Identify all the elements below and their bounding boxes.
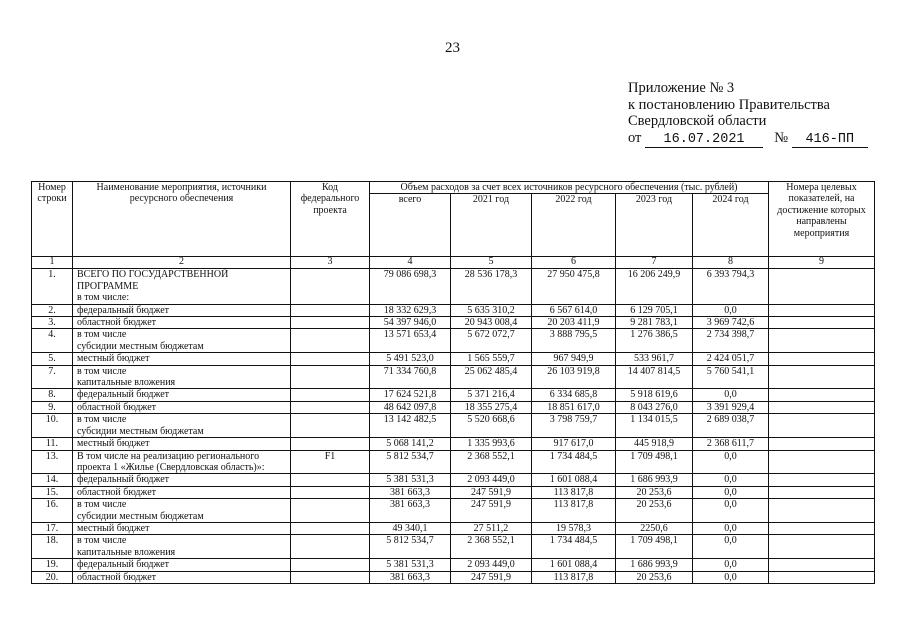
row-total-cell: 48 642 097,8	[370, 401, 451, 413]
row-2024-cell: 0,0	[693, 499, 769, 523]
table-row	[32, 304, 875, 316]
header-targets: Номера целевых показателей, на достижение которых направлены мероприятия	[769, 182, 875, 257]
row-2024-cell: 5 760 541,1	[693, 365, 769, 389]
table-row	[32, 438, 875, 450]
row-code-cell	[291, 414, 370, 438]
row-2023-cell: 14 407 814,5	[616, 365, 693, 389]
row-name-cell: областной бюджет	[73, 317, 291, 329]
row-name-cell: В том числе на реализацию регионального проекта 1 «Жилье (Свердловская область)»:	[73, 450, 291, 474]
row-name-cell: ВСЕГО ПО ГОСУДАРСТВЕННОЙ ПРОГРАММЕ в том числе:	[73, 269, 291, 304]
row-code-cell	[291, 438, 370, 450]
row-2021-cell: 247 591,9	[451, 486, 532, 498]
row-2022-cell: 26 103 919,8	[532, 365, 616, 389]
row-2023-cell: 9 281 783,1	[616, 317, 693, 329]
row-total-cell: 54 397 946,0	[370, 317, 451, 329]
appendix-line-2: к постановлению Правительства	[628, 96, 830, 113]
row-targets-cell	[769, 329, 875, 353]
row-2021-cell: 18 355 275,4	[451, 401, 532, 413]
row-2021-cell: 1 565 559,7	[451, 353, 532, 365]
expenditure-table	[31, 181, 875, 584]
row-targets-cell	[769, 522, 875, 534]
row-total-cell: 5 812 534,7	[370, 450, 451, 474]
row-2022-cell: 19 578,3	[532, 522, 616, 534]
row-code-cell: F1	[291, 450, 370, 474]
row-2023-cell: 6 129 705,1	[616, 304, 693, 316]
row-2021-cell: 25 062 485,4	[451, 365, 532, 389]
row-targets-cell	[769, 474, 875, 486]
number-label: №	[774, 129, 789, 146]
row-number-cell: 16.	[32, 499, 73, 523]
row-targets-cell	[769, 401, 875, 413]
table-row	[32, 365, 875, 389]
row-2021-cell: 247 591,9	[451, 571, 532, 583]
row-name-cell: в том числе субсидии местным бюджетам	[73, 414, 291, 438]
row-2021-cell: 5 520 668,6	[451, 414, 532, 438]
row-total-cell: 17 624 521,8	[370, 389, 451, 401]
row-2024-cell: 0,0	[693, 571, 769, 583]
row-2022-cell: 1 734 484,5	[532, 535, 616, 559]
row-total-cell: 79 086 698,3	[370, 269, 451, 304]
row-name-cell: областной бюджет	[73, 571, 291, 583]
row-targets-cell	[769, 414, 875, 438]
appendix-signature-line	[628, 130, 898, 148]
column-number: 6	[532, 257, 616, 269]
row-2022-cell: 18 851 617,0	[532, 401, 616, 413]
row-number-cell: 5.	[32, 353, 73, 365]
row-name-cell: в том числе субсидии местным бюджетам	[73, 499, 291, 523]
row-2022-cell: 113 817,8	[532, 499, 616, 523]
row-2024-cell: 2 734 398,7	[693, 329, 769, 353]
table-row	[32, 499, 875, 523]
header-volume: Объем расходов за счет всех источников ресурсного обеспечения (тыс. рублей)	[370, 182, 769, 194]
row-number-cell: 19.	[32, 559, 73, 571]
row-2022-cell: 20 203 411,9	[532, 317, 616, 329]
row-total-cell: 13 142 482,5	[370, 414, 451, 438]
column-number: 7	[616, 257, 693, 269]
table-row	[32, 317, 875, 329]
row-targets-cell	[769, 559, 875, 571]
header-2024: 2024 год	[693, 194, 769, 257]
row-2023-cell: 1 686 993,9	[616, 474, 693, 486]
row-2022-cell: 1 734 484,5	[532, 450, 616, 474]
row-total-cell: 5 812 534,7	[370, 535, 451, 559]
row-2022-cell: 113 817,8	[532, 571, 616, 583]
row-2024-cell: 2 368 611,7	[693, 438, 769, 450]
row-2021-cell: 27 511,2	[451, 522, 532, 534]
table-body	[32, 269, 875, 584]
table-row	[32, 486, 875, 498]
row-targets-cell	[769, 499, 875, 523]
row-2024-cell: 0,0	[693, 535, 769, 559]
table-row	[32, 522, 875, 534]
row-name-cell: в том числе капитальные вложения	[73, 535, 291, 559]
row-total-cell: 381 663,3	[370, 571, 451, 583]
row-2024-cell: 0,0	[693, 486, 769, 498]
row-2022-cell: 3 888 795,5	[532, 329, 616, 353]
row-2024-cell: 0,0	[693, 450, 769, 474]
row-name-cell: в том числе субсидии местным бюджетам	[73, 329, 291, 353]
row-2021-cell: 1 335 993,6	[451, 438, 532, 450]
row-2021-cell: 247 591,9	[451, 499, 532, 523]
row-number-cell: 3.	[32, 317, 73, 329]
row-2023-cell: 16 206 249,9	[616, 269, 693, 304]
row-name-cell: в том числе капитальные вложения	[73, 365, 291, 389]
row-2022-cell: 1 601 088,4	[532, 559, 616, 571]
row-number-cell: 1.	[32, 269, 73, 304]
column-number-row	[32, 257, 875, 269]
header-code: Код федерального проекта	[291, 182, 370, 257]
row-number-cell: 8.	[32, 389, 73, 401]
row-2023-cell: 5 918 619,6	[616, 389, 693, 401]
row-code-cell	[291, 559, 370, 571]
row-2021-cell: 2 368 552,1	[451, 450, 532, 474]
row-2023-cell: 20 253,6	[616, 571, 693, 583]
row-name-cell: местный бюджет	[73, 353, 291, 365]
header-name: Наименование мероприятия, источники ресурсного обеспечения	[73, 182, 291, 257]
row-code-cell	[291, 389, 370, 401]
row-total-cell: 18 332 629,3	[370, 304, 451, 316]
appendix-title: Приложение № 3	[628, 80, 735, 96]
row-total-cell: 5 381 531,3	[370, 559, 451, 571]
table-row	[32, 571, 875, 583]
decree-number: 416-ПП	[792, 133, 868, 148]
row-number-cell: 10.	[32, 414, 73, 438]
table-row	[32, 414, 875, 438]
row-total-cell: 49 340,1	[370, 522, 451, 534]
row-total-cell: 5 068 141,2	[370, 438, 451, 450]
header-2021: 2021 год	[451, 194, 532, 257]
column-number: 3	[291, 257, 370, 269]
row-code-cell	[291, 329, 370, 353]
row-name-cell: областной бюджет	[73, 486, 291, 498]
row-name-cell: федеральный бюджет	[73, 389, 291, 401]
row-2021-cell: 5 635 310,2	[451, 304, 532, 316]
table-row	[32, 269, 875, 304]
row-2021-cell: 2 093 449,0	[451, 559, 532, 571]
row-name-cell: федеральный бюджет	[73, 474, 291, 486]
row-2022-cell: 113 817,8	[532, 486, 616, 498]
row-2023-cell: 20 253,6	[616, 486, 693, 498]
row-code-cell	[291, 353, 370, 365]
row-code-cell	[291, 522, 370, 534]
row-number-cell: 20.	[32, 571, 73, 583]
row-code-cell	[291, 401, 370, 413]
row-name-cell: областной бюджет	[73, 401, 291, 413]
row-2023-cell: 1 709 498,1	[616, 450, 693, 474]
from-label: от	[628, 129, 642, 146]
row-2023-cell: 2250,6	[616, 522, 693, 534]
row-2024-cell: 3 969 742,6	[693, 317, 769, 329]
row-2021-cell: 5 371 216,4	[451, 389, 532, 401]
column-number: 5	[451, 257, 532, 269]
table-row	[32, 401, 875, 413]
row-2024-cell: 0,0	[693, 389, 769, 401]
table-row	[32, 559, 875, 571]
row-2024-cell: 2 424 051,7	[693, 353, 769, 365]
column-number: 9	[769, 257, 875, 269]
row-name-cell: местный бюджет	[73, 438, 291, 450]
table-row	[32, 535, 875, 559]
row-total-cell: 13 571 653,4	[370, 329, 451, 353]
row-2021-cell: 28 536 178,3	[451, 269, 532, 304]
row-2021-cell: 2 368 552,1	[451, 535, 532, 559]
row-targets-cell	[769, 571, 875, 583]
row-code-cell	[291, 535, 370, 559]
header-total: всего	[370, 194, 451, 257]
column-number: 1	[32, 257, 73, 269]
row-targets-cell	[769, 353, 875, 365]
row-2022-cell: 917 617,0	[532, 438, 616, 450]
row-name-cell: местный бюджет	[73, 522, 291, 534]
row-2022-cell: 27 950 475,8	[532, 269, 616, 304]
appendix-block	[628, 80, 898, 148]
row-2024-cell: 2 689 038,7	[693, 414, 769, 438]
row-2024-cell: 3 391 929,4	[693, 401, 769, 413]
row-code-cell	[291, 365, 370, 389]
header-2023: 2023 год	[616, 194, 693, 257]
decree-date: 16.07.2021	[645, 133, 763, 148]
row-code-cell	[291, 304, 370, 316]
table-row	[32, 353, 875, 365]
row-targets-cell	[769, 304, 875, 316]
row-2024-cell: 6 393 794,3	[693, 269, 769, 304]
row-2022-cell: 1 601 088,4	[532, 474, 616, 486]
row-code-cell	[291, 499, 370, 523]
row-2021-cell: 2 093 449,0	[451, 474, 532, 486]
table-row	[32, 474, 875, 486]
row-number-cell: 9.	[32, 401, 73, 413]
row-name-cell: федеральный бюджет	[73, 304, 291, 316]
row-code-cell	[291, 269, 370, 304]
row-2023-cell: 445 918,9	[616, 438, 693, 450]
row-2023-cell: 1 686 993,9	[616, 559, 693, 571]
row-2023-cell: 8 043 276,0	[616, 401, 693, 413]
row-2022-cell: 6 567 614,0	[532, 304, 616, 316]
row-2023-cell: 1 276 386,5	[616, 329, 693, 353]
row-targets-cell	[769, 535, 875, 559]
table-row	[32, 450, 875, 474]
row-number-cell: 15.	[32, 486, 73, 498]
row-total-cell: 71 334 760,8	[370, 365, 451, 389]
row-2022-cell: 6 334 685,8	[532, 389, 616, 401]
row-targets-cell	[769, 450, 875, 474]
table-row	[32, 389, 875, 401]
row-2021-cell: 5 672 072,7	[451, 329, 532, 353]
row-total-cell: 5 491 523,0	[370, 353, 451, 365]
row-targets-cell	[769, 365, 875, 389]
row-number-cell: 17.	[32, 522, 73, 534]
column-number: 4	[370, 257, 451, 269]
row-2022-cell: 967 949,9	[532, 353, 616, 365]
page-number: 23	[445, 40, 460, 56]
row-2021-cell: 20 943 008,4	[451, 317, 532, 329]
row-number-cell: 18.	[32, 535, 73, 559]
row-2022-cell: 3 798 759,7	[532, 414, 616, 438]
row-targets-cell	[769, 269, 875, 304]
appendix-line-3: Свердловской области	[628, 113, 767, 129]
row-code-cell	[291, 486, 370, 498]
row-targets-cell	[769, 486, 875, 498]
row-name-cell: федеральный бюджет	[73, 559, 291, 571]
row-number-cell: 4.	[32, 329, 73, 353]
row-2024-cell: 0,0	[693, 474, 769, 486]
row-code-cell	[291, 317, 370, 329]
column-number: 8	[693, 257, 769, 269]
row-targets-cell	[769, 438, 875, 450]
row-targets-cell	[769, 389, 875, 401]
row-2023-cell: 20 253,6	[616, 499, 693, 523]
row-2024-cell: 0,0	[693, 522, 769, 534]
row-2023-cell: 1 134 015,5	[616, 414, 693, 438]
row-2023-cell: 1 709 498,1	[616, 535, 693, 559]
table-row	[32, 329, 875, 353]
row-number-cell: 2.	[32, 304, 73, 316]
row-number-cell: 11.	[32, 438, 73, 450]
row-2024-cell: 0,0	[693, 304, 769, 316]
row-number-cell: 14.	[32, 474, 73, 486]
row-code-cell	[291, 474, 370, 486]
row-2023-cell: 533 961,7	[616, 353, 693, 365]
row-total-cell: 381 663,3	[370, 486, 451, 498]
row-number-cell: 7.	[32, 365, 73, 389]
row-number-cell: 13.	[32, 450, 73, 474]
row-targets-cell	[769, 317, 875, 329]
row-code-cell	[291, 571, 370, 583]
row-total-cell: 381 663,3	[370, 499, 451, 523]
row-total-cell: 5 381 531,3	[370, 474, 451, 486]
header-2022: 2022 год	[532, 194, 616, 257]
column-number: 2	[73, 257, 291, 269]
header-row-number: Номер строки	[32, 182, 73, 257]
row-2024-cell: 0,0	[693, 559, 769, 571]
